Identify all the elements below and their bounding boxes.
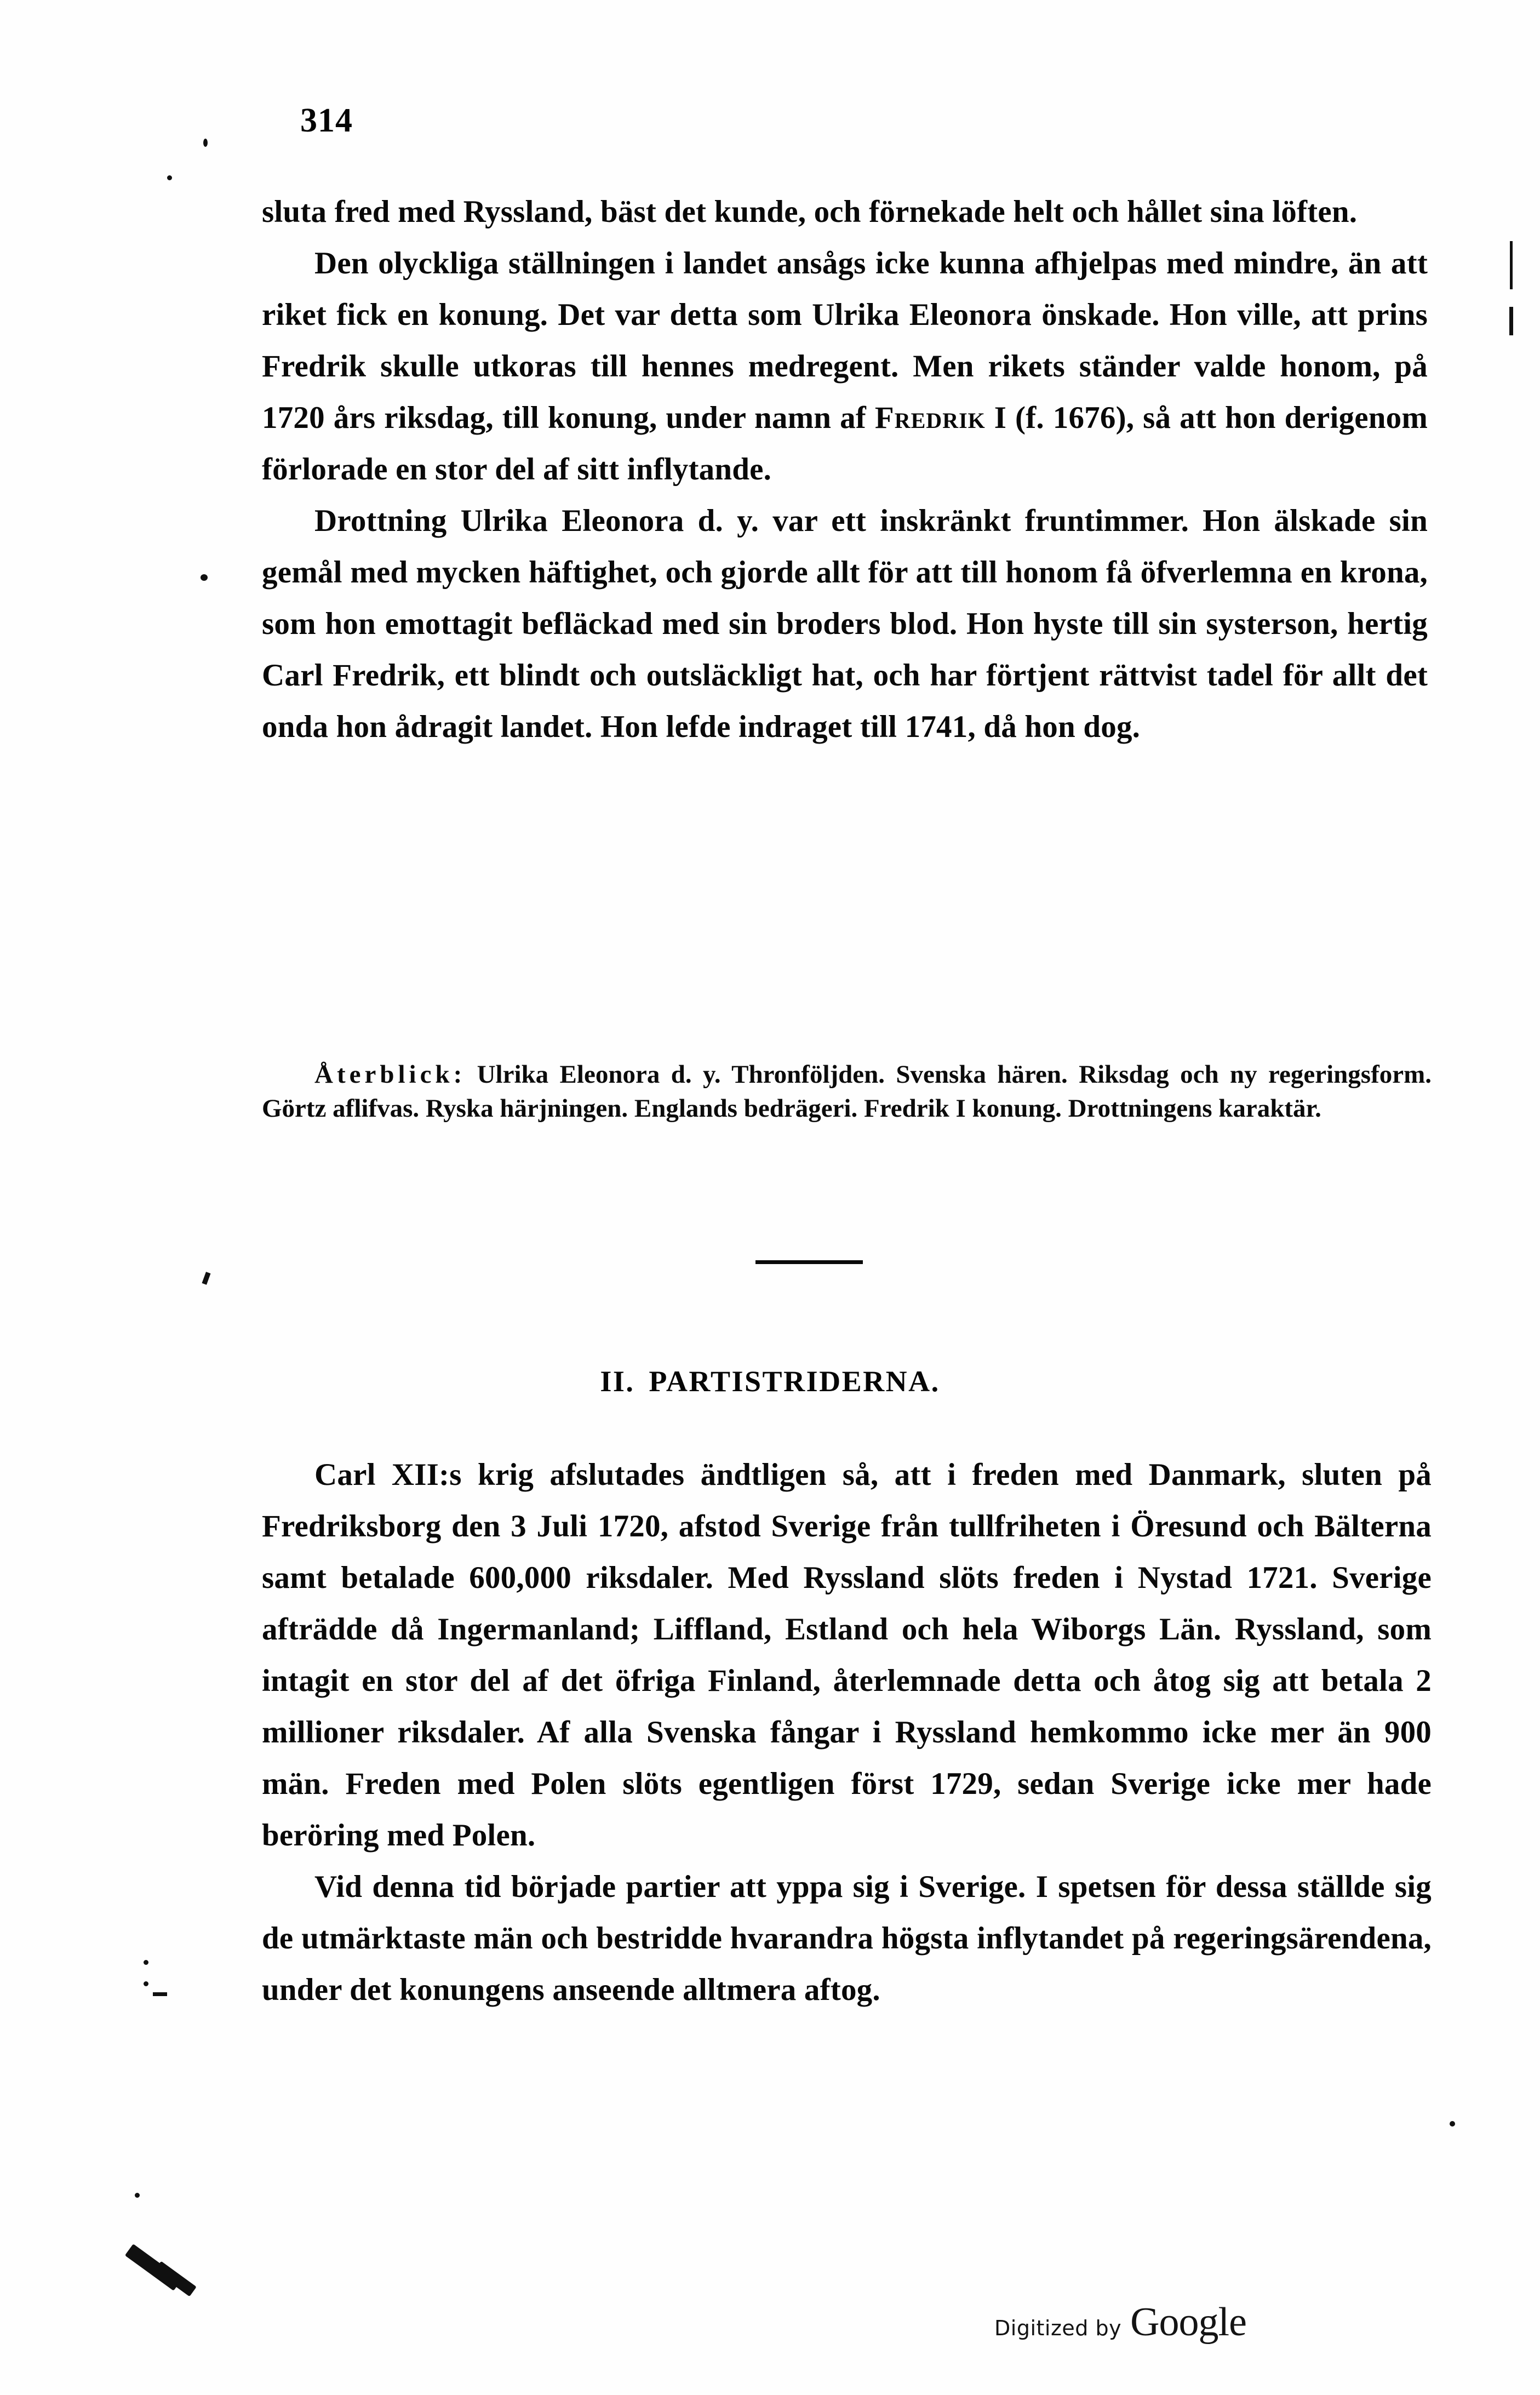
digitized-by-label: Digitized by: [994, 2316, 1122, 2340]
paragraph-fredrik-election: [262, 238, 1428, 495]
section-heading: [0, 1364, 1540, 1398]
section-heading-number: II.: [600, 1365, 635, 1398]
paragraph-peace-treaties: Carl XII:s krig afslutades ändtligen så, att i freden med Danmark, sluten på Fredriksborg den 3 Juli 1720, afstod Sverige från tullfriheten i Öresund och Bälterna samt betalade 600,000 riksdaler. Med Ryssland slöts freden i Nystad 1721. Sverige afträdde då Ingermanland; Liffland, Estland och hela Wiborgs Län. Ryssland, som intagit en stor del af det öfriga Finland, återlemnade detta och åtog sig att betala 2 millioner riksdaler. Af alla Svenska fångar i Ryssland hemkommo icke mer än 900 män. Freden med Polen slöts egentligen först 1729, sedan Sverige icke mer hade beröring med Polen.: [262, 1457, 1432, 1853]
scan-artifact-speck: [153, 1992, 167, 1996]
scan-artifact-speck: [167, 175, 172, 180]
page-number: 314: [300, 102, 353, 139]
aterblick-keywords: Ulrika Eleonora d. y. Thronföljden. Svenska hären. Riksdag och ny regeringsform. Görtz aflifvas. Ryska härjningen. Englands bedrägeri. Fredrik I konung. Drottningens karaktär.: [262, 1060, 1432, 1123]
section-two-text-column: [262, 1449, 1432, 2016]
aterblick-label: Återblick:: [314, 1060, 466, 1089]
scan-artifact-speck: [1450, 2121, 1455, 2127]
section-one-text-column: [262, 186, 1428, 753]
paragraph-text-lead: Den olyckliga ställningen i landet ansågs icke kunna afhjelpas med mindre, än att riket fick en konung. Det var detta som Ulrika Eleonora önskade. Hon ville, att prins Fredrik skulle utkoras till hennes medregent. Men rikets ständer valde honom, på 1720 års riksdag, till konung, under namn af: [262, 246, 1428, 435]
scan-artifact-speck: [201, 574, 208, 581]
scan-artifact-speck: [202, 1272, 211, 1285]
scan-artifact-speck: [203, 139, 208, 147]
scan-artifact-margin-line-lower: [1509, 307, 1513, 335]
scan-artifact-speck: [144, 1981, 148, 1986]
digitized-by-google-watermark: [994, 2299, 1246, 2346]
small-caps-name-fredrik: Fredrik: [874, 401, 986, 435]
paragraph-drottning-ulrika: Drottning Ulrika Eleonora d. y. var ett inskränkt fruntimmer. Hon älskade sin gemål med mycken häftighet, och gjorde allt för att till honom få öfverlemna en krona, som hon emottagit befläckad med sin broders blod. Hon hyste till sin systerson, hertig Carl Fredrik, ett blindt och outsläckligt hat, och har förtjent rättvist tadel för allt det onda hon ådragit landet. Hon lefde indraget till 1741, då hon dog.: [262, 504, 1428, 744]
scan-artifact-speck: [144, 1960, 148, 1965]
paragraph-party-strife: Vid denna tid började partier att yppa sig i Sverige. I spetsen för dessa ställde sig de utmärktaste män och bestridde hvarandra högsta inflytandet på regeringsärendena, under det konungens anseende alltmera aftog.: [262, 1870, 1432, 2007]
section-divider-rule: [755, 1260, 863, 1264]
aterblick-summary-block: [262, 1058, 1432, 1125]
scan-artifact-margin-line: [1510, 241, 1513, 289]
paragraph-text-tail: I (f. 1676), så att hon derigenom förlorade en stor del af sitt inflytande.: [262, 401, 1428, 487]
scan-artifact-speck: [135, 2193, 140, 2198]
paragraph-continuation: sluta fred med Ryssland, bäst det kunde, och förnekade helt och hållet sina löften.: [262, 195, 1358, 229]
google-wordmark: Google: [1130, 2300, 1246, 2345]
section-heading-title: PARTISTRIDERNA.: [649, 1365, 940, 1398]
